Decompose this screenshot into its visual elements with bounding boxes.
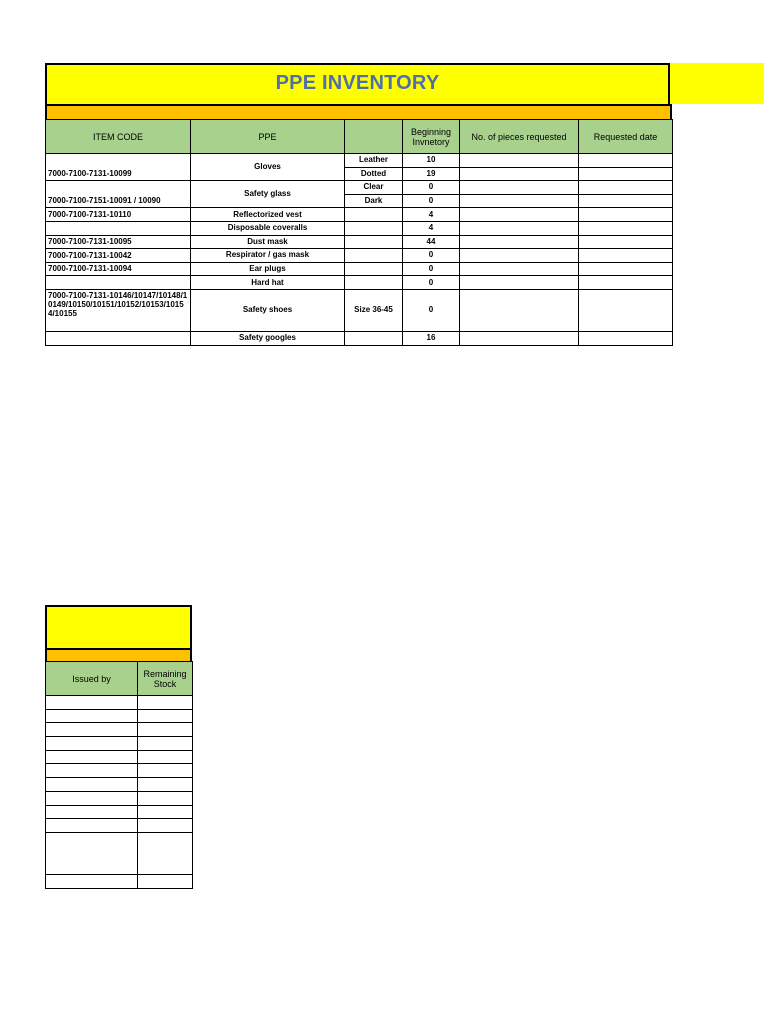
inventory-cell[interactable]: 0 xyxy=(403,194,460,208)
table-row[interactable] xyxy=(46,791,193,805)
remaining-cell[interactable] xyxy=(138,791,193,805)
item-code-cell[interactable]: 7000-7100-7151-10091 / 10090 xyxy=(46,181,191,208)
ppe-cell[interactable]: Respirator / gas mask xyxy=(191,249,345,263)
remaining-cell[interactable] xyxy=(138,832,193,874)
table-row[interactable] xyxy=(46,778,193,792)
table-row[interactable] xyxy=(46,276,673,290)
item-code-cell[interactable]: 7000-7100-7131-10094 xyxy=(46,262,191,276)
date-cell[interactable] xyxy=(579,289,673,331)
inventory-cell[interactable]: 0 xyxy=(403,289,460,331)
table-row[interactable] xyxy=(46,221,673,235)
remaining-cell[interactable] xyxy=(138,819,193,833)
header-variant xyxy=(345,120,403,154)
variant-cell[interactable]: Dotted xyxy=(345,167,403,181)
inventory-cell[interactable]: 44 xyxy=(403,235,460,249)
inventory-cell[interactable]: 16 xyxy=(403,331,460,345)
remaining-cell[interactable] xyxy=(138,723,193,737)
item-code-cell[interactable] xyxy=(46,221,191,235)
issued-by-cell[interactable] xyxy=(46,764,138,778)
table-row[interactable] xyxy=(46,874,193,888)
ppe-cell[interactable]: Disposable coveralls xyxy=(191,221,345,235)
header-item-code: ITEM CODE xyxy=(46,120,191,154)
table-row[interactable] xyxy=(46,154,673,168)
variant-cell[interactable]: Leather xyxy=(345,154,403,168)
header-ppe: PPE xyxy=(191,120,345,154)
variant-cell[interactable] xyxy=(345,208,403,222)
ppe-cell[interactable]: Dust mask xyxy=(191,235,345,249)
issued-by-cell[interactable] xyxy=(46,709,138,723)
issued-by-cell[interactable] xyxy=(46,805,138,819)
issued-by-cell[interactable] xyxy=(46,737,138,751)
requested-cell[interactable] xyxy=(460,194,579,208)
issued-by-cell[interactable] xyxy=(46,819,138,833)
inventory-cell[interactable]: 19 xyxy=(403,167,460,181)
orange-divider xyxy=(45,104,672,119)
header-remaining-stock: Remaining Stock xyxy=(138,662,193,696)
table-row[interactable] xyxy=(46,249,673,263)
requested-cell[interactable] xyxy=(460,262,579,276)
inventory-cell[interactable]: 0 xyxy=(403,276,460,290)
item-code-cell[interactable]: 7000-7100-7131-10042 xyxy=(46,249,191,263)
table-row[interactable] xyxy=(46,289,673,331)
remaining-cell[interactable] xyxy=(138,874,193,888)
inventory-cell[interactable]: 0 xyxy=(403,262,460,276)
item-code-cell[interactable] xyxy=(46,331,191,345)
remaining-cell[interactable] xyxy=(138,737,193,751)
header-row xyxy=(46,120,673,154)
remaining-cell[interactable] xyxy=(138,709,193,723)
table-row[interactable] xyxy=(46,262,673,276)
table-row[interactable] xyxy=(46,208,673,222)
item-code-cell[interactable] xyxy=(46,276,191,290)
remaining-cell[interactable] xyxy=(138,696,193,710)
table-row[interactable] xyxy=(46,750,193,764)
requested-cell[interactable] xyxy=(460,235,579,249)
ppe-cell[interactable]: Gloves xyxy=(191,154,345,181)
date-cell[interactable] xyxy=(579,235,673,249)
requested-cell[interactable] xyxy=(460,331,579,345)
requested-cell[interactable] xyxy=(460,181,579,195)
remaining-cell[interactable] xyxy=(138,764,193,778)
issued-orange-divider xyxy=(45,648,192,661)
table-row[interactable] xyxy=(46,696,193,710)
header-issued-by: Issued by xyxy=(46,662,138,696)
remaining-cell[interactable] xyxy=(138,750,193,764)
requested-cell[interactable] xyxy=(460,208,579,222)
variant-cell[interactable] xyxy=(345,235,403,249)
table-row[interactable] xyxy=(46,181,673,195)
variant-cell[interactable] xyxy=(345,221,403,235)
title-band xyxy=(45,63,764,104)
table-row[interactable] xyxy=(46,709,193,723)
page-title: PPE INVENTORY xyxy=(275,72,440,94)
header-beginning-inventory: Beginning Invnetory xyxy=(403,120,460,154)
inventory-cell[interactable]: 0 xyxy=(403,249,460,263)
variant-cell[interactable] xyxy=(345,249,403,263)
issued-by-cell[interactable] xyxy=(46,874,138,888)
inventory-cell[interactable]: 4 xyxy=(403,221,460,235)
ppe-cell[interactable]: Ear plugs xyxy=(191,262,345,276)
date-cell[interactable] xyxy=(579,262,673,276)
table-row[interactable] xyxy=(46,805,193,819)
table-row[interactable] xyxy=(46,832,193,874)
table-row[interactable] xyxy=(46,737,193,751)
date-cell[interactable] xyxy=(579,276,673,290)
item-code-cell[interactable]: 7000-7100-7131-10146/10147/10148/10149/10150/10151/10152/10153/10154/10155 xyxy=(46,289,191,331)
remaining-cell[interactable] xyxy=(138,778,193,792)
variant-cell[interactable] xyxy=(345,276,403,290)
requested-cell[interactable] xyxy=(460,154,579,168)
issued-header-row xyxy=(46,662,193,696)
ppe-cell[interactable]: Hard hat xyxy=(191,276,345,290)
header-requested-date: Requested date xyxy=(579,120,673,154)
table-row[interactable] xyxy=(46,819,193,833)
issued-by-cell[interactable] xyxy=(46,696,138,710)
variant-cell[interactable]: Clear xyxy=(345,181,403,195)
date-cell[interactable] xyxy=(579,194,673,208)
date-cell[interactable] xyxy=(579,208,673,222)
date-cell[interactable] xyxy=(579,221,673,235)
variant-cell[interactable]: Dark xyxy=(345,194,403,208)
date-cell[interactable] xyxy=(579,154,673,168)
variant-cell[interactable] xyxy=(345,331,403,345)
date-cell[interactable] xyxy=(579,167,673,181)
item-code-cell[interactable]: 7000-7100-7131-10099 xyxy=(46,154,191,181)
date-cell[interactable] xyxy=(579,181,673,195)
issued-by-cell[interactable] xyxy=(46,750,138,764)
table-row[interactable] xyxy=(46,331,673,345)
inventory-table xyxy=(45,119,673,346)
issued-by-cell[interactable] xyxy=(46,778,138,792)
table-row[interactable] xyxy=(46,235,673,249)
inventory-cell[interactable]: 4 xyxy=(403,208,460,222)
issued-title-band xyxy=(45,605,192,648)
variant-cell[interactable]: Size 36-45 xyxy=(345,289,403,331)
ppe-cell[interactable]: Safety shoes xyxy=(191,289,345,331)
item-code-cell[interactable]: 7000-7100-7131-10110 xyxy=(46,208,191,222)
ppe-cell[interactable]: Safety googles xyxy=(191,331,345,345)
remaining-cell[interactable] xyxy=(138,805,193,819)
table-row[interactable] xyxy=(46,764,193,778)
ppe-cell[interactable]: Reflectorized vest xyxy=(191,208,345,222)
variant-cell[interactable] xyxy=(345,262,403,276)
issued-by-cell[interactable] xyxy=(46,832,138,874)
inventory-cell[interactable]: 0 xyxy=(403,181,460,195)
issued-by-cell[interactable] xyxy=(46,723,138,737)
ppe-cell[interactable]: Safety glass xyxy=(191,181,345,208)
header-pieces-requested: No. of pieces requested xyxy=(460,120,579,154)
date-cell[interactable] xyxy=(579,249,673,263)
requested-cell[interactable] xyxy=(460,276,579,290)
table-row[interactable] xyxy=(46,723,193,737)
issued-table xyxy=(45,661,193,889)
requested-cell[interactable] xyxy=(460,289,579,331)
inventory-cell[interactable]: 10 xyxy=(403,154,460,168)
requested-cell[interactable] xyxy=(460,167,579,181)
requested-cell[interactable] xyxy=(460,221,579,235)
item-code-cell[interactable]: 7000-7100-7131-10095 xyxy=(46,235,191,249)
issued-by-cell[interactable] xyxy=(46,791,138,805)
date-cell[interactable] xyxy=(579,331,673,345)
requested-cell[interactable] xyxy=(460,249,579,263)
